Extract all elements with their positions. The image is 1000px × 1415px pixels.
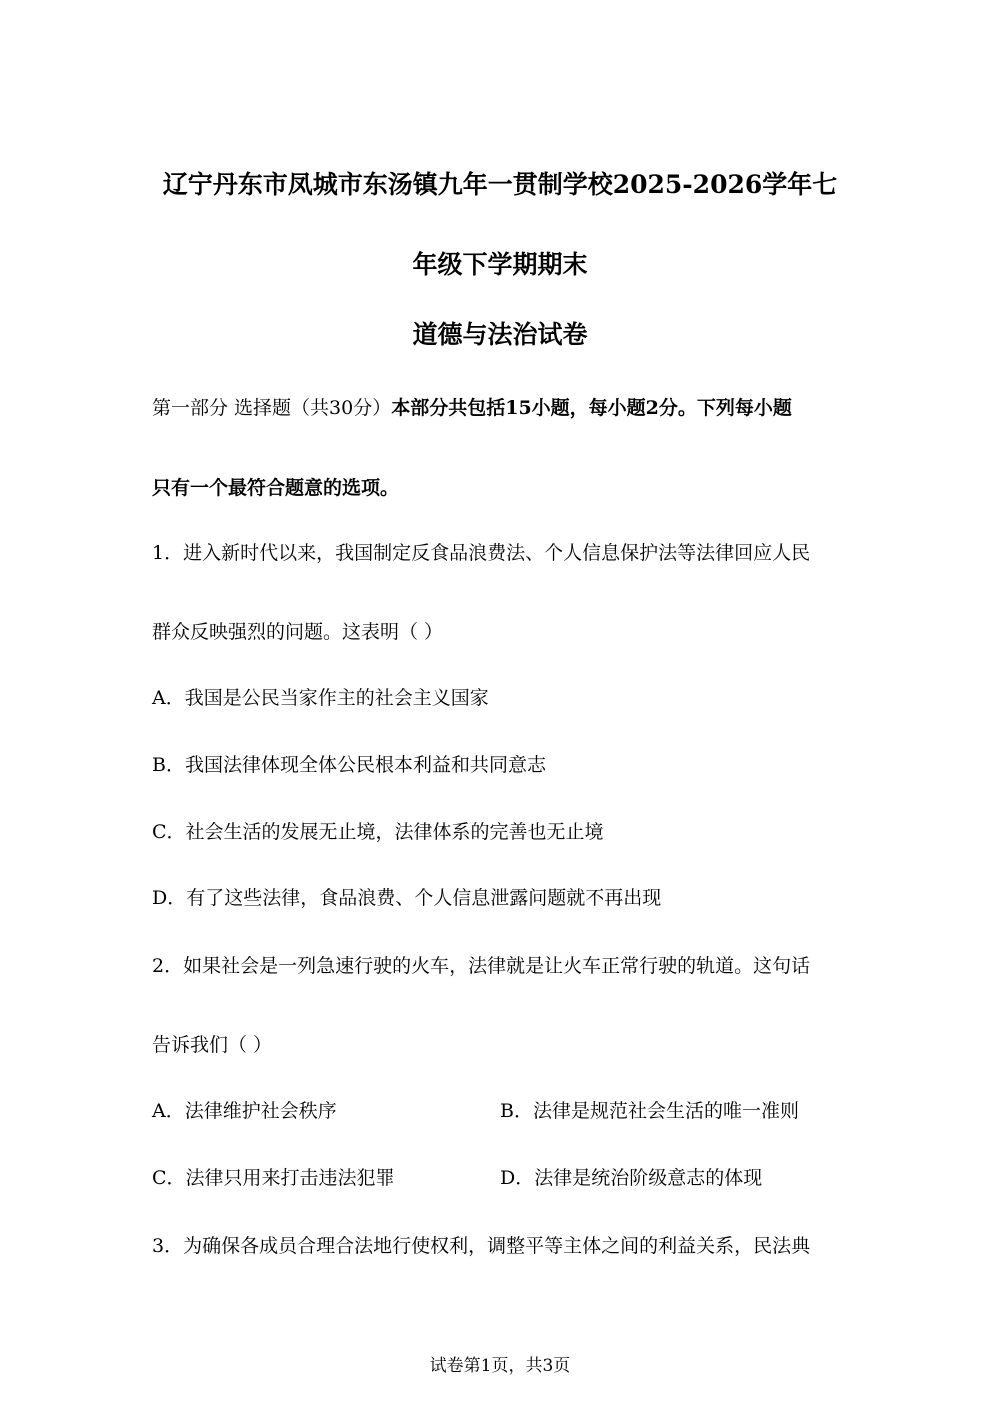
question-2-stem-line-1: 2．如果社会是一列急速行驶的火车，法律就是让火车正常行驶的轨道。这句话 <box>152 955 811 977</box>
question-1-option-d: D．有了这些法律，食品浪费、个人信息泄露问题就不再出现 <box>152 887 662 909</box>
question-2-option-b: B．法律是规范社会生活的唯一准则 <box>500 1100 799 1122</box>
question-2-option-c: C．法律只用来打击违法犯罪 <box>152 1167 395 1189</box>
page-footer: 试卷第1页，共3页 <box>429 1356 571 1376</box>
section-instruction: 本部分共包括15小题，每小题2分。下列每小题 <box>391 397 792 419</box>
exam-title-line-1: 辽宁丹东市凤城市东汤镇九年一贯制学校2025-2026学年七 <box>162 170 838 199</box>
exam-subject-title: 道德与法治试卷 <box>412 320 588 349</box>
question-2-stem-line-2: 告诉我们（ ） <box>152 1034 273 1056</box>
question-2-option-d: D．法律是统治阶级意志的体现 <box>500 1167 763 1189</box>
question-2-option-a: A．法律维护社会秩序 <box>152 1100 337 1122</box>
exam-title-line-2: 年级下学期期末 <box>412 250 588 279</box>
section-header <box>152 396 792 420</box>
question-1-stem-line-2: 群众反映强烈的问题。这表明（ ） <box>152 621 444 643</box>
question-1-option-a: A．我国是公民当家作主的社会主义国家 <box>152 687 489 709</box>
question-1-option-b: B．我国法律体现全体公民根本利益和共同意志 <box>152 754 546 776</box>
question-1-option-c: C．社会生活的发展无止境，法律体系的完善也无止境 <box>152 821 604 843</box>
question-1-stem-line-1: 1．进入新时代以来，我国制定反食品浪费法、个人信息保护法等法律回应人民 <box>152 542 811 564</box>
section-label: 第一部分 选择题（共30分） <box>152 397 392 419</box>
section-instruction-continued: 只有一个最符合题意的选项。 <box>152 477 400 499</box>
question-3-stem-line-1: 3．为确保各成员合理合法地行使权利，调整平等主体之间的利益关系，民法典 <box>152 1235 811 1257</box>
